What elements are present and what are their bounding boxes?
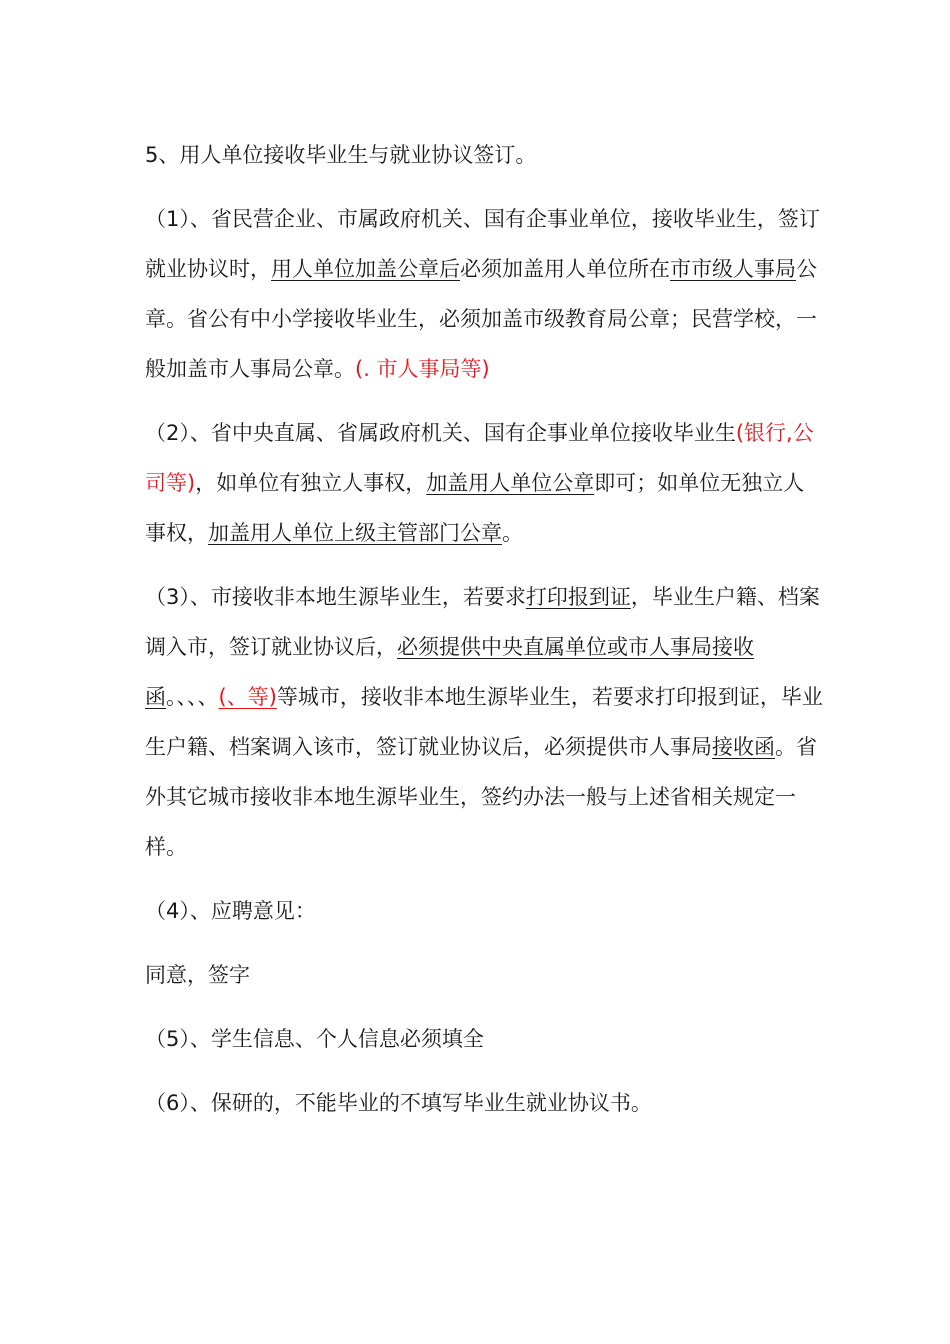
paragraph-4: （4）、应聘意见： [145,899,316,923]
document-body [145,130,825,1142]
p1-underline-1: 用人单位加盖公章后 [271,257,460,281]
p2-red-note: (银行,公司等) [145,421,814,495]
p2-underline-1: 加盖用人单位公章 [426,471,595,495]
paragraph-1 [145,194,825,394]
section-heading: 5、用人单位接收毕业生与就业协议签订。 [145,143,537,167]
p3-red-note: (、等) [218,685,277,709]
p1-underline-2: 市市级人事局 [670,257,796,281]
p1-text-c: 公章。省公有中小学接收毕业生，必须加盖市级教育局公章；民营学校，一般加盖市人事局公章。 [145,257,817,381]
p2-text-a: （2）、省中央直属、省属政府机关、国有企事业单位接收毕业生 [145,421,736,445]
p1-text-a: （1）、省民营企业、市属政府机关、国有企事业单位，接收毕业生，签订就业协议时， [145,207,820,281]
paragraph-6: （6）、保研的，不能毕业的不填写毕业生就业协议书。 [145,1091,652,1115]
paragraph-2 [145,408,825,558]
p2-text-d: 。 [502,521,523,545]
p3-text-c: 。、、、 [166,685,219,709]
p3-underline-2: 必须提供中央直属单位或市人事局接收函 [145,635,754,709]
p1-red-note: (. 市人事局等) [355,357,490,381]
paragraph-4-answer: 同意，签字 [145,963,250,987]
p3-underline-3: 接收函 [712,735,775,759]
p2-underline-2: 加盖用人单位上级主管部门公章 [208,521,502,545]
p3-underline-1: 打印报到证 [525,585,631,609]
p3-text-b: ，毕业生户籍、档案调入市，签订就业协议后， [145,585,820,659]
paragraph-5: （5）、学生信息、个人信息必须填全 [145,1027,484,1051]
paragraph-3 [145,572,825,872]
p3-text-e: 。省外其它城市接收非本地生源毕业生，签约办法一般与上述省相关规定一样。 [145,735,817,859]
p3-text-a: （3）、市接收非本地生源毕业生，若要求 [145,585,526,609]
p3-text-d: 等城市，接收非本地生源毕业生，若要求打印报到证，毕业生户籍、档案调入该市，签订就业协议后，必须提供市人事局 [145,685,823,759]
p2-text-b: ，如单位有独立人事权， [195,471,427,495]
p2-text-c: 即可；如单位无独立人事权， [145,471,805,545]
p1-text-b: 必须加盖用人单位所在 [460,257,670,281]
